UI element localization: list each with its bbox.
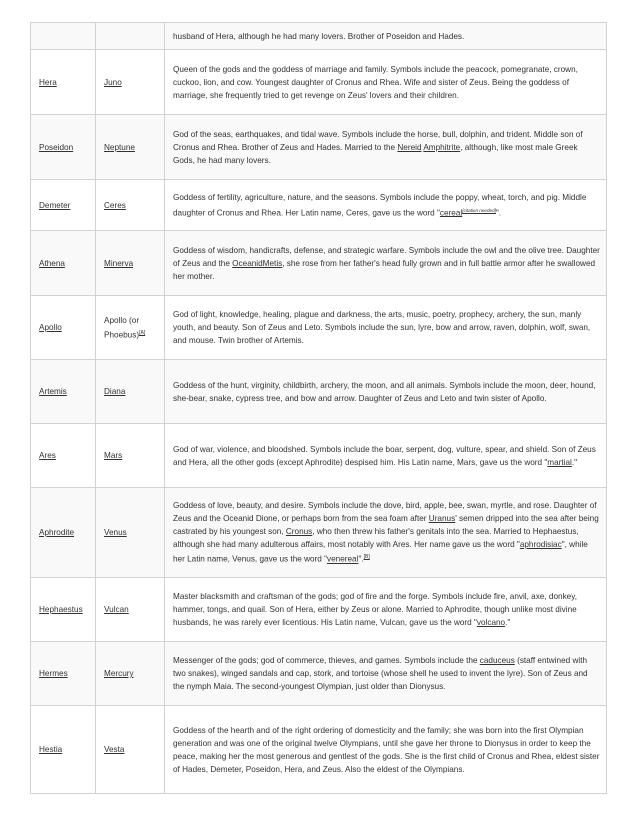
roman-name-link[interactable]: Mars <box>104 451 123 460</box>
roman-name-text: Apollo (or Phoebus) <box>104 315 140 340</box>
greek-name-link[interactable]: Hermes <box>39 669 68 678</box>
roman-name-link[interactable]: Mercury <box>104 669 134 678</box>
footnote-link[interactable]: [A] <box>139 329 146 336</box>
table-row <box>31 180 607 231</box>
caduceus-link[interactable]: caduceus <box>479 656 515 665</box>
cereal-link[interactable]: cereal <box>439 208 463 218</box>
greek-name-link[interactable]: Aphrodite <box>39 528 75 537</box>
uranus-link[interactable]: Uranus <box>428 514 456 524</box>
table-row <box>31 296 607 360</box>
greek-name-link[interactable]: Artemis <box>39 387 67 396</box>
oceanid-metis-link[interactable]: OceanidMetis <box>232 258 283 268</box>
martial-link[interactable]: martial <box>547 457 572 467</box>
roman-name-link[interactable]: Diana <box>104 387 126 396</box>
roman-name-cell <box>96 296 165 360</box>
description-text: God of light, knowledge, healing, plague and darkness, the arts, music, poetry, prophecy, archery, the sun, manly youth, and beauty. Son of Zeus and Leto. Symbols include the sun, lyre, bow and arrow, raven, dolphin, wolf, swan, and mouse. Twin brother of Artemis. <box>173 310 591 345</box>
table-row <box>31 642 607 706</box>
roman-name-link[interactable]: Ceres <box>104 200 126 210</box>
amphitrite-link[interactable]: Amphitrite <box>423 142 461 152</box>
roman-name-link[interactable]: Juno <box>104 77 122 87</box>
greek-name-link[interactable]: Ares <box>39 451 56 460</box>
greek-name-cell <box>31 23 96 50</box>
table-row <box>31 23 607 50</box>
roman-name-cell <box>96 23 165 50</box>
footnote-link[interactable]: [B] <box>363 554 370 561</box>
volcano-link[interactable]: volcano <box>476 618 506 627</box>
description-text: Goddess of love, beauty, and desire. Symbols include the dove, bird, apple, bee, swan, myrtle, and rose. Daughter of Zeus and the Oceanid Dione, or perhaps born from the sea foam after Uranus' semen dripped into the sea after being castrated by his youngest son, Cronus, who then threw his father's genitals into the sea. Married to Hephaestus, although she had many adulterous affairs, most notably with Ares. Her name gave us the word "aphrodisiac", while her Latin name, Venus, gave us the word "venereal".[B] <box>165 488 607 578</box>
description-text: Goddess of wisdom, handicrafts, defense, and strategic warfare. Symbols include the owl and the olive tree. Daughter of Zeus and the OceanidMetis, she rose from her father's head fully grown and in full battle armor after he swallowed her mother. <box>165 231 607 296</box>
greek-name-link[interactable]: Athena <box>39 258 65 268</box>
roman-name-link[interactable]: Venus <box>104 528 127 537</box>
table-row <box>31 115 607 180</box>
roman-name-link[interactable]: Neptune <box>104 142 135 152</box>
table-row <box>31 231 607 296</box>
roman-name-link[interactable]: Vulcan <box>104 605 129 614</box>
olympians-table <box>30 22 607 794</box>
greek-name-link[interactable]: Hera <box>39 77 57 87</box>
greek-name-link[interactable]: Poseidon <box>39 142 74 152</box>
description-text: God of the seas, earthquakes, and tidal wave. Symbols include the horse, bull, dolphin, and trident. Middle son of Cronus and Rhea. Brother of Zeus and Hades. Married to the Nereid Amphitrite, although, like most male Greek Gods, he had many lovers. <box>165 115 607 180</box>
table-row <box>31 360 607 424</box>
greek-name-link[interactable]: Demeter <box>39 200 71 210</box>
citation-needed-link[interactable]: [citation needed] <box>462 207 496 213</box>
table-row <box>31 50 607 115</box>
aphrodisiac-link[interactable]: aphrodisiac <box>519 540 562 550</box>
description-text: Goddess of the hunt, virginity, childbirth, archery, the moon, and all animals. Symbols include the moon, deer, hound, she-bear, snake, cypress tree, and bow and arrow. Daughter of Zeus and Leto and twin sister of Apollo. <box>173 380 596 403</box>
greek-name-link[interactable]: Hestia <box>39 745 63 754</box>
description-text: husband of Hera, although he had many lovers. Brother of Poseidon and Hades. <box>173 31 465 41</box>
greek-name-link[interactable]: Apollo <box>39 323 62 332</box>
description-text: Goddess of the hearth and of the right ordering of domesticity and the family; she was born into the first Olympian generation and was one of the original twelve Olympians, until she gave her throne to Dionysus in order to keep the peace, making her the most generous and gentlest of the gods. She is the first child of Cronus and Rhea, eldest sister of Hades, Demeter, Poseidon, Hera, and Zeus. Also the eldest of the Olympians. <box>173 725 600 774</box>
roman-name-link[interactable]: Vesta <box>104 745 125 754</box>
description-text: Messenger of the gods; god of commerce, thieves, and games. Symbols include the caduceus (staff entwined with two snakes), winged sandals and cap, stork, and tortoise (whose shell he used to invent the lyre). Son of Zeus and the nymph Maia. The second-youngest Olympian, just older than Dionysus. <box>165 642 607 706</box>
table-row <box>31 578 607 642</box>
venereal-link[interactable]: venereal <box>327 554 359 564</box>
table-row <box>31 706 607 794</box>
nereid-link[interactable]: Nereid <box>397 142 422 152</box>
description-text: Master blacksmith and craftsman of the gods; god of fire and the forge. Symbols include fire, anvil, axe, donkey, hammer, tongs, and quail. Son of Hera, either by Zeus or alone. Married to Aphrodite, though unlike most divine husbands, he was rarely ever licentious. His Latin name, Vulcan, gave us the word "volcano." <box>165 578 607 642</box>
description-text: Queen of the gods and the goddess of marriage and family. Symbols include the peacock, pomegranate, crown, cuckoo, lion, and cow. Youngest daughter of Cronus and Rhea. Wife and sister of Zeus. Being the goddess of marriage, she frequently tried to get revenge on Zeus' lovers and their children. <box>173 64 578 100</box>
description-text: Goddess of fertility, agriculture, nature, and the seasons. Symbols include the poppy, wheat, torch, and pig. Middle daughter of Cronus and Rhea. Her Latin name, Ceres, gave us the word "cereal[citation needed]". <box>165 180 607 231</box>
description-text: God of war, violence, and bloodshed. Symbols include the boar, serpent, dog, vulture, spear, and shield. Son of Zeus and Hera, all the other gods (except Aphrodite) despised him. His Latin name, Mars, gave us the word "martial." <box>165 424 607 488</box>
cronus-link[interactable]: Cronus <box>285 527 313 537</box>
greek-name-link[interactable]: Hephaestus <box>39 605 83 614</box>
description-cell <box>165 23 607 50</box>
roman-name-link[interactable]: Minerva <box>104 258 134 268</box>
table-row <box>31 424 607 488</box>
table-row <box>31 488 607 578</box>
